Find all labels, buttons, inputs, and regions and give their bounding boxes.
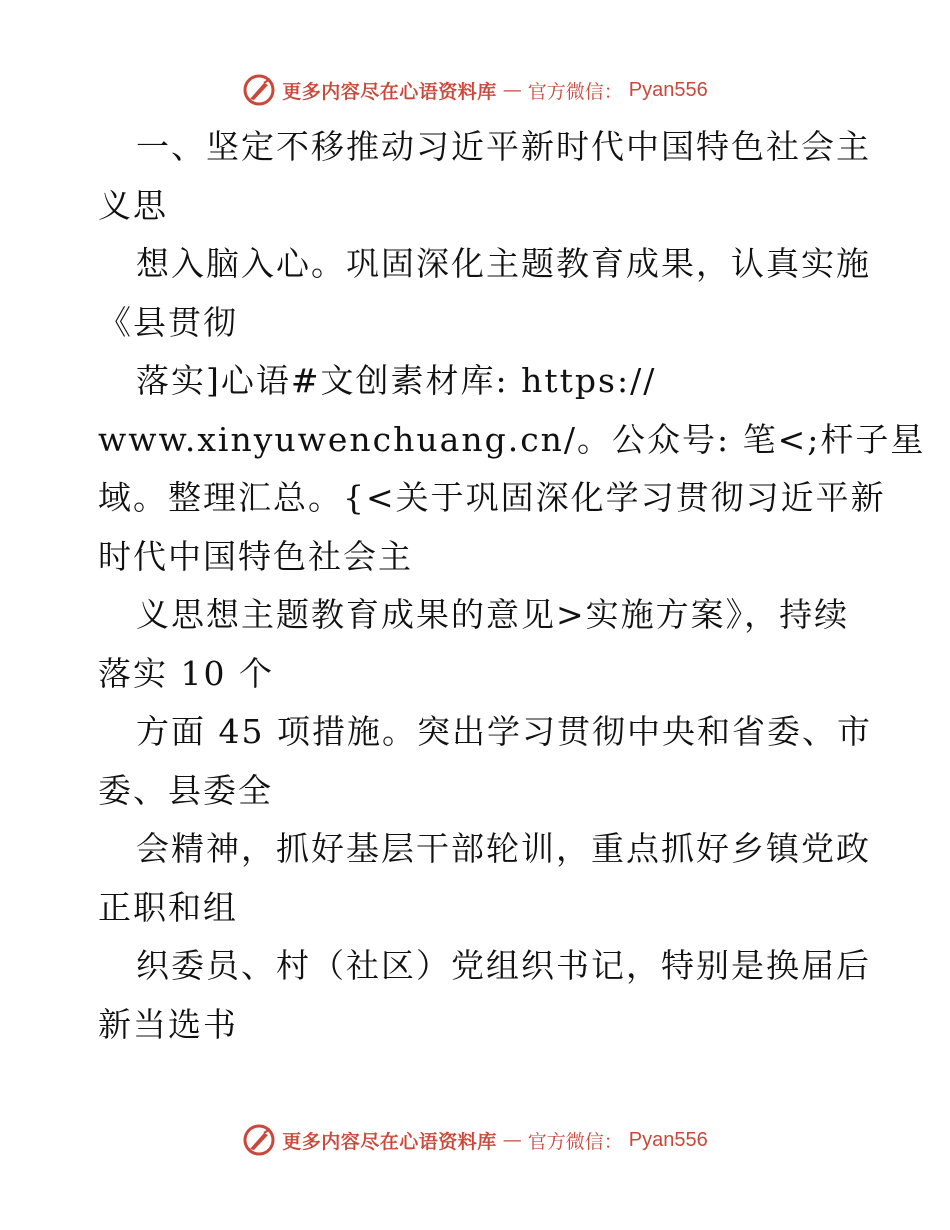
text-line: 方面 45 项措施。突出学习贯彻中央和省委、市 [136, 712, 872, 751]
watermark-brand: 更多内容尽在心语资料库 [282, 1130, 497, 1153]
text-line: 会精神，抓好基层干部轮训，重点抓好乡镇党政 [136, 829, 871, 868]
text-line: 委、县委全 [98, 770, 273, 810]
watermark-label: 官方微信： [527, 80, 623, 103]
text-line: 落实]心语#文创素材库: https:// [136, 361, 657, 400]
text-line: 义思 [98, 185, 168, 225]
quill-logo-icon [242, 1123, 276, 1157]
text-line: 域。整理汇总。{<关于巩固深化学习贯彻习近平新 [98, 478, 886, 517]
watermark-label: 官方微信： [527, 1130, 623, 1153]
text-line: 义思想主题教育成果的意见>实施方案》，持续 [136, 595, 850, 634]
text-line: 新当选书 [98, 1004, 238, 1044]
text-line: 时代中国特色社会主 [98, 536, 413, 576]
document-body [98, 118, 926, 1054]
text-line: 正职和组 [98, 887, 238, 927]
text-line: 一、坚定不移推动习近平新时代中国特色社会主 [136, 127, 871, 166]
header-watermark [0, 70, 950, 110]
watermark-separator: — [502, 79, 522, 101]
watermark-separator: — [502, 1129, 522, 1151]
text-line: 《县贯彻 [98, 302, 238, 342]
text-line: 织委员、村（社区）党组织书记，特别是换届后 [136, 946, 871, 985]
text-line: 想入脑入心。巩固深化主题教育成果，认真实施 [136, 244, 871, 283]
footer-watermark [0, 1120, 950, 1160]
text-line: www.xinyuwenchuang.cn/。公众号: 笔<;杆子星 [98, 419, 926, 459]
watermark-id: Pyan556 [628, 78, 708, 101]
watermark-brand: 更多内容尽在心语资料库 [282, 80, 497, 103]
quill-logo-icon [242, 73, 276, 107]
watermark-id: Pyan556 [628, 1128, 708, 1151]
text-line: 落实 10 个 [98, 653, 274, 693]
